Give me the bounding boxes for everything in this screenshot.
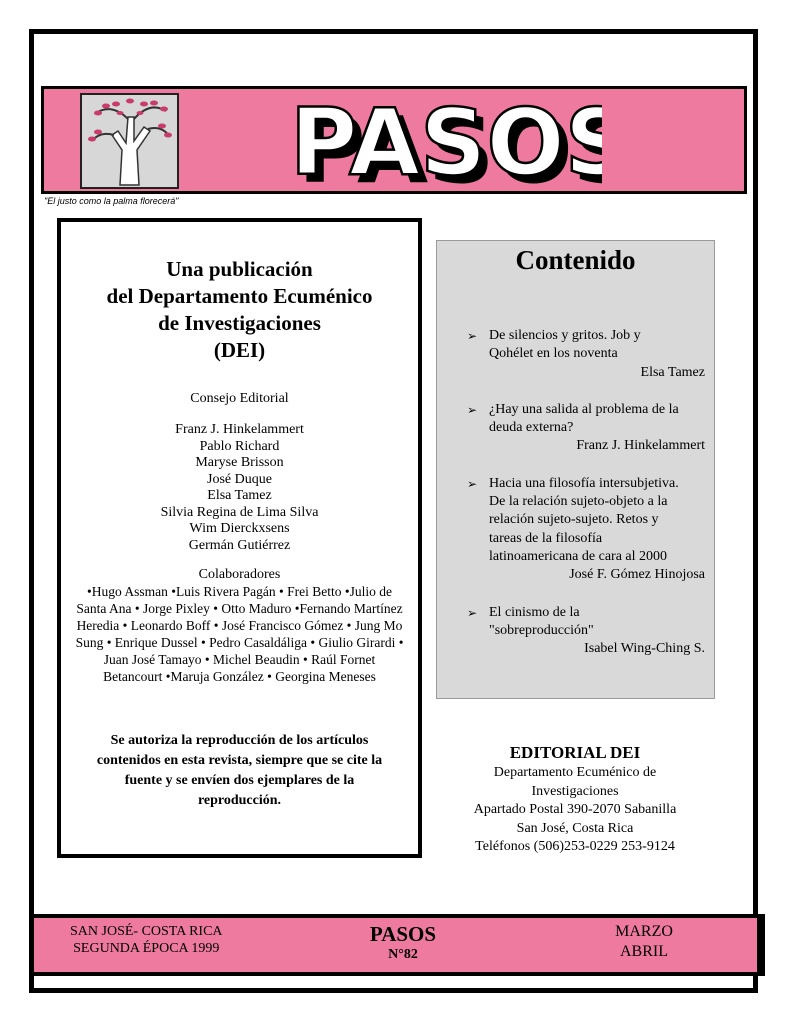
toc-item[interactable]: ➢ Hacia una filosofía intersubjetiva. De la relación sujeto-objeto a la relación sujeto-sujeto. Retos y tareas de la filosofía latinoamericana de cara al 2000 José F. Gómez Hinojosa [467,475,705,585]
toc-author: Franz J. Hinkelammert [576,438,705,454]
member-name: Franz J. Hinkelammert [175,422,304,437]
arrow-bullet-icon: ➢ [467,476,478,491]
footer-date: MARZO ABRIL [615,923,673,960]
member-name: Wim Dierckxsens [189,521,290,536]
colaboradores-list: •Hugo Assman •Luis Rivera Pagán • Frei Betto •Julio de Santa Ana • Jorge Pixley • Otto Maduro •Fernando Martínez Heredia • Leonardo Boff • José Francisco Gómez • Jung Mo Sung • Enrique Dussel • Pedro Casaldáliga • Giulio Girardi • Juan José Tamayo • Michel Beaudin • Raúl Fornet Betancourt •Maruja González • Georgina Meneses [75,584,404,684]
toc-author: Elsa Tamez [640,364,705,380]
member-name: Germán Gutiérrez [188,537,291,553]
phone-numbers: Teléfonos (506)253-0229 253-9124 [475,839,675,854]
svg-text:PASOS: PASO [298,97,573,190]
member-name: Silvia Regina de Lima Silva [160,504,319,520]
arrow-bullet-icon: ➢ [467,605,478,620]
reproduction-notice: Se autoriza la reproducción de los artículos contenidos en esta revista, siempre que se cite la fuente y se envíen dos ejemplares de la reproducción. [96,733,383,808]
arrow-bullet-icon: ➢ [467,402,478,417]
tagline: "El justo como la palma florecerá" [44,196,179,206]
publication-info-box [57,218,422,858]
palm-tree-logo [80,93,179,189]
issue-number: N°82 [388,947,418,962]
member-name: Pablo Richard [199,438,280,454]
consejo-editorial-label: Consejo Editorial [190,391,289,406]
toc-author: José F. Gómez Hinojosa [569,567,705,583]
toc-item[interactable]: ➢ ¿Hay una salida al problema de la deuda externa? Franz J. Hinkelammert [467,401,705,456]
member-name: Maryse Brisson [195,455,284,470]
masthead-logo [282,90,602,190]
editorial-title: EDITORIAL DEI [509,743,641,762]
toc-item[interactable]: ➢ De silencios y gritos. Job y Qohélet en los noventa Elsa Tamez [467,327,705,382]
consejo-editorial-members [61,422,418,554]
contenido-title: Contenido [515,245,636,275]
member-name: José Duque [207,471,272,487]
footer-banner [29,914,765,976]
table-of-contents [467,327,705,677]
contenido-panel [436,240,715,699]
publication-title: Una publicación del Departamento Ecuménico de Investigaciones (DEI) [106,257,373,362]
arrow-bullet-icon: ➢ [467,329,478,343]
editorial-contact: EDITORIAL DEI Departamento Ecuménico de Investigaciones Apartado Postal 390-2070 Sabanilla San José, Costa Rica Teléfonos (506)253-0229 253-9124 [440,742,710,857]
colaboradores-label: Colaboradores [198,567,281,582]
member-name: Elsa Tamez [207,488,272,503]
toc-item[interactable]: ➢ El cinismo de la "sobreproducción" Isabel Wing-Ching S. [467,604,705,659]
footer-issue: PASOS N°82 [363,922,443,964]
masthead-title: PASOS [290,90,602,190]
toc-author: Isabel Wing-Ching S. [584,641,705,657]
footer-location: SAN JOSÉ- COSTA RICA SEGUNDA ÉPOCA 1999 [70,924,223,956]
